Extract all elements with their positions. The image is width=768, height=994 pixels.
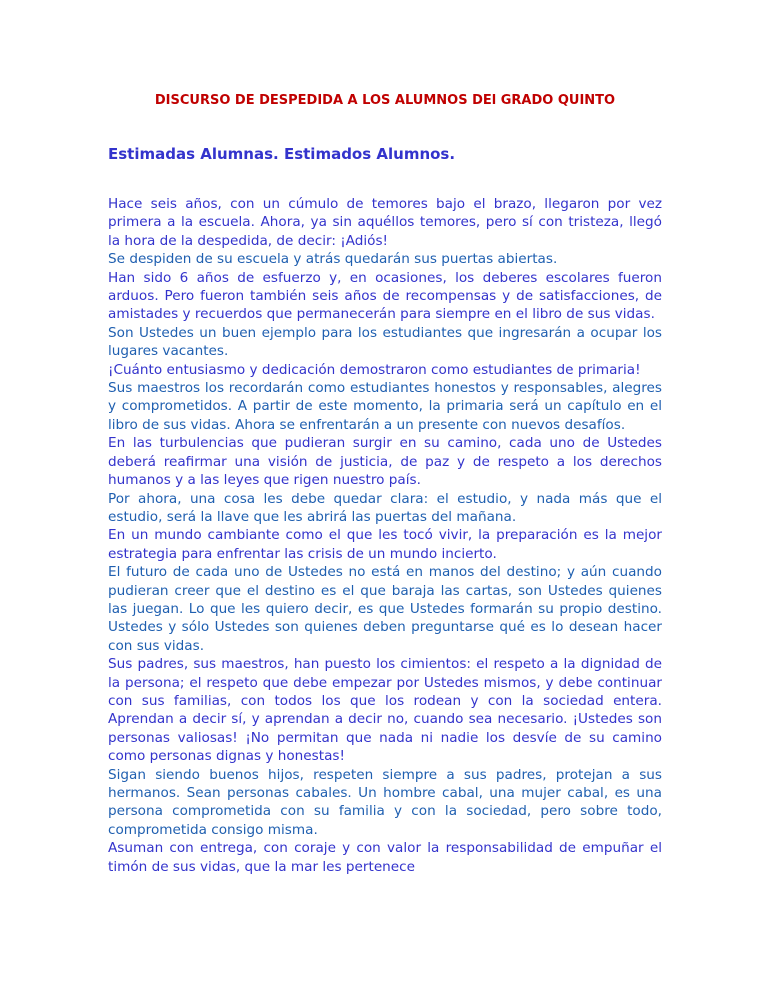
paragraph: ¡Cuánto entusiasmo y dedicación demostraron como estudiantes de primaria! <box>108 361 641 378</box>
speech-body <box>108 195 662 876</box>
paragraph: Por ahora, una cosa les debe quedar clara: el estudio, y nada más que el estudio, será la llave que les abrirá las puertas del mañana. <box>108 490 662 525</box>
paragraph: Sus padres, sus maestros, han puesto los cimientos: el respeto a la dignidad de la persona; el respeto que debe empezar por Ustedes mismos, y debe continuar con sus familias, con todos los que los rodean y con la sociedad entera. Aprendan a decir sí, y aprendan a decir no, cuando sea necesario. ¡Ustedes son personas valiosas! ¡No permitan que nada ni nadie los desvíe de su camino como personas dignas y honestas! <box>108 656 662 765</box>
salutation: Estimadas Alumnas. Estimados Alumnos. <box>108 145 456 163</box>
document-title: DISCURSO DE DESPEDIDA A LOS ALUMNOS DEl GRADO QUINTO <box>154 93 616 108</box>
paragraph: Asuman con entrega, con coraje y con valor la responsabilidad de empuñar el timón de sus vidas, que la mar les pertenece <box>108 840 662 875</box>
paragraph: En un mundo cambiante como el que les tocó vivir, la preparación es la mejor estrategia para enfrentar las crisis de un mundo incierto. <box>108 527 662 562</box>
paragraph: Sus maestros los recordarán como estudiantes honestos y responsables, alegres y comprometidos. A partir de este momento, la primaria será un capítulo en el libro de sus vidas. Ahora se enfrentarán a un presente con nuevos desafíos. <box>108 380 662 433</box>
paragraph: El futuro de cada uno de Ustedes no está en manos del destino; y aún cuando pudieran creer que el destino es el que baraja las cartas, son Ustedes quienes las juegan. Lo que les quiero decir, es que Ustedes formarán su propio destino. Ustedes y sólo Ustedes son quienes deben preguntarse qué es lo desean hacer con sus vidas. <box>108 564 662 654</box>
paragraph: Se despiden de su escuela y atrás quedarán sus puertas abiertas. <box>108 251 558 268</box>
paragraph: Sigan siendo buenos hijos, respeten siempre a sus padres, protejan a sus hermanos. Sean personas cabales. Un hombre cabal, una mujer cabal, es una persona comprometida con su familia y con la sociedad, pero sobre todo, comprometida consigo misma. <box>108 766 662 838</box>
paragraph: Han sido 6 años de esfuerzo y, en ocasiones, los deberes escolares fueron arduos. Pero fueron también seis años de recompensas y de satisfacciones, de amistades y recuerdos que permanecerán para siempre en el libro de sus vidas. <box>108 269 662 323</box>
paragraph: En las turbulencias que pudieran surgir en su camino, cada uno de Ustedes deberá reafirmar una visión de justicia, de paz y de respeto a los derechos humanos y a las leyes que rigen nuestro país. <box>108 435 662 489</box>
paragraph: Hace seis años, con un cúmulo de temores bajo el brazo, llegaron por vez primera a la escuela. Ahora, ya sin aquéllos temores, pero sí con tristeza, llegó la hora de la despedida, de decir: ¡Adiós! <box>108 196 662 249</box>
paragraph: Son Ustedes un buen ejemplo para los estudiantes que ingresarán a ocupar los lugares vacantes. <box>108 324 662 360</box>
